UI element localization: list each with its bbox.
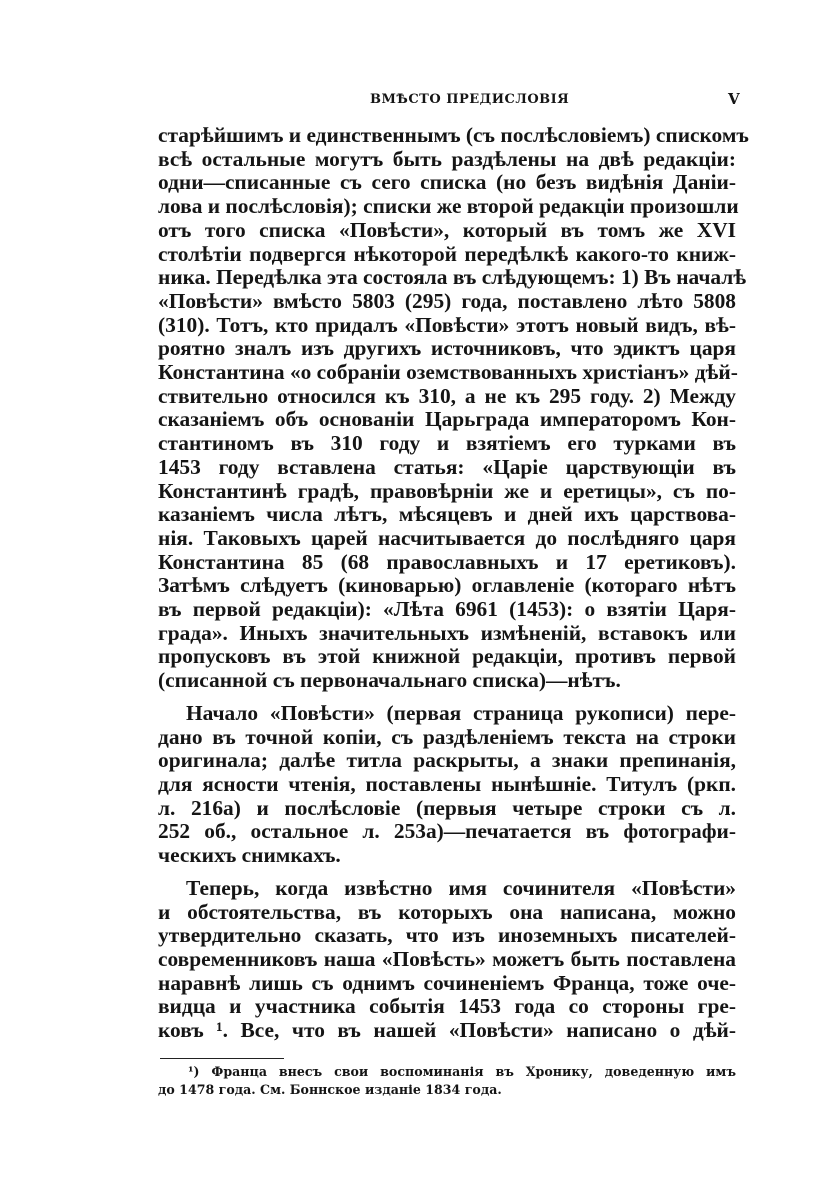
text-line: современниковъ наша «Повѣсть» можетъ быть поставлена (158, 946, 736, 971)
text-line: Константина «о собраніи оземствованныхъ христіанъ» дѣй- (158, 360, 738, 385)
text-line: нія. Таковыхъ царей насчитывается до послѣдняго царя (158, 525, 736, 550)
text-line: стантиномъ въ 310 году и взятіемъ его турками въ (158, 431, 736, 456)
footnote (158, 1063, 736, 1099)
page-number: V (728, 90, 740, 108)
text-line: отъ того списка «Повѣсти», который въ томъ же XVI (158, 217, 736, 242)
text-line: роятно зналъ изъ другихъ источниковъ, что эдиктъ царя (158, 336, 736, 361)
text-line: ческихъ снимкахъ. (158, 843, 341, 868)
text-line: Затѣмъ слѣдуетъ (киноварью) оглавленіе (котораго нѣтъ (158, 573, 736, 598)
text-line: Теперь, когда извѣстно имя сочинителя «Повѣсти» (186, 875, 736, 900)
text-line: пропусковъ въ этой книжной редакціи, противъ первой (158, 644, 736, 669)
text-line: для ясности чтенія, поставлены нынѣшніе. Титулъ (ркп. (158, 771, 736, 796)
text-line: сказаніемъ объ основаніи Царьграда императоромъ Кон- (158, 407, 736, 432)
text-line: (списанной съ первоначальнаго списка)—нѣтъ. (158, 668, 621, 693)
text-line: лова и послѣсловія); списки же второй редакціи произошли (158, 194, 739, 219)
paragraph-3 (158, 877, 736, 1043)
text-line: утвердительно сказать, что изъ иноземныхъ писателей- (158, 923, 736, 948)
text-line: и обстоятельства, въ которыхъ она написана, можно (158, 899, 736, 924)
main-text (158, 123, 749, 1043)
text-line: града». Иныхъ значительныхъ измѣненій, вставокъ или (158, 620, 736, 645)
text-line: 1453 году вставлена статья: «Царіе царствующіи въ (158, 454, 736, 479)
text-line: всѣ остальные могутъ быть раздѣлены на двѣ редакціи: (158, 146, 736, 171)
text-line: Константина 85 (68 православныхъ и 17 еретиковъ). (158, 549, 736, 574)
text-line: одни—списанные съ сего списка (но безъ видѣнія Даніи- (158, 170, 736, 195)
text-line: оригинала; далѣе титла раскрыты, а знаки препинанія, (158, 748, 736, 773)
text-line: старѣйшимъ и единственнымъ (съ послѣсловіемъ) спискомъ (158, 123, 749, 147)
text-line: дано въ точной копіи, съ раздѣленіемъ текста на строки (158, 724, 736, 749)
paragraph-1 (158, 123, 749, 693)
paragraph-2 (158, 702, 736, 868)
footnote-line: до 1478 года. См. Боннское изданіе 1834 года. (158, 1082, 502, 1097)
text-line: въ первой редакціи): «Лѣта 6961 (1453): о взятіи Царя- (158, 597, 736, 622)
footnote-rule (160, 1058, 284, 1059)
text-line: (310). Тотъ, кто придалъ «Повѣсти» этотъ новый видъ, вѣ- (158, 312, 736, 337)
footnote-line: ¹) Франца внесъ свои воспоминанія въ Хронику, доведенную имъ (188, 1064, 736, 1079)
text-line: ковъ ¹. Все, что въ нашей «Повѣсти» написано о дѣй- (158, 1018, 736, 1043)
running-title: ВМѢСТО ПРЕДИСЛОВІЯ (370, 92, 570, 107)
text-line: столѣтіи подвергся нѣкоторой передѣлкѣ какого-то книж- (158, 241, 736, 266)
text-line: наравнѣ лишь съ однимъ сочиненіемъ Франца, тоже оче- (158, 970, 736, 995)
text-line: л. 216а) и послѣсловіе (первыя четыре строки съ л. (158, 795, 736, 820)
text-line: «Повѣсти» вмѣсто 5803 (295) года, поставлено лѣто 5808 (158, 288, 736, 313)
text-line: видца и участника событія 1453 года со стороны гре- (158, 994, 736, 1019)
text-line: ника. Передѣлка эта состояла въ слѣдующемъ: 1) Въ началѣ (158, 265, 747, 290)
text-line: ствительно относился къ 310, а не къ 295 году. 2) Между (158, 383, 736, 408)
text-line: Начало «Повѣсти» (первая страница рукописи) пере- (186, 700, 736, 725)
text-line: Константинѣ градѣ, правовѣрніи же и еретицы», съ по- (158, 478, 736, 503)
text-line: 252 об., остальное л. 253а)—печатается въ фотографи- (158, 819, 736, 844)
text-line: казаніемъ числа лѣтъ, мѣсяцевъ и дней ихъ царствова- (158, 502, 736, 527)
